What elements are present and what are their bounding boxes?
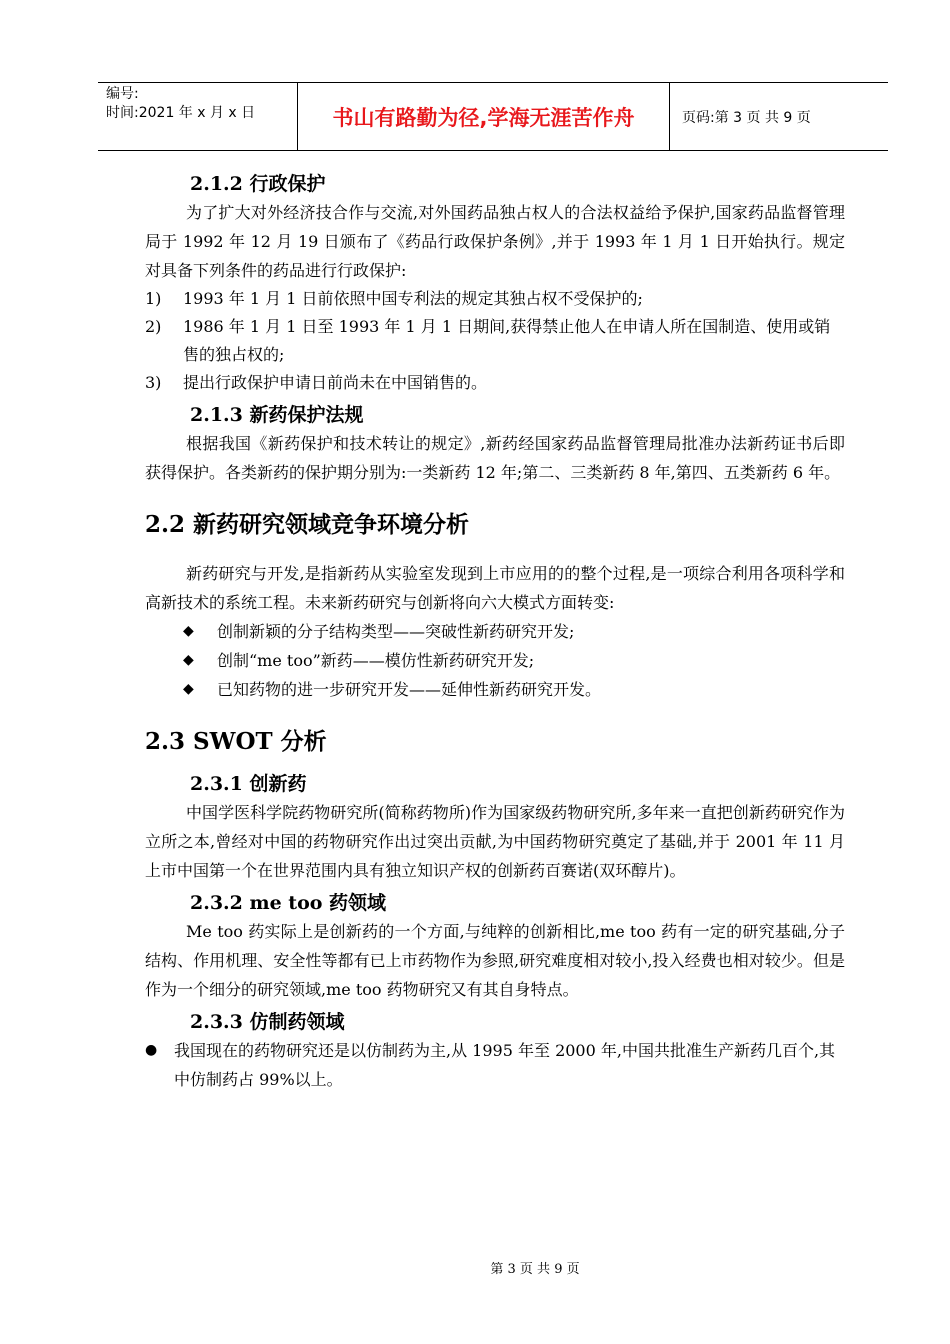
section-2-3-1-paragraph: 中国学医科学院药物研究所(简称药物所)作为国家级药物研究所,多年来一直把创新药研究作为立所之本,曾经对中国的药物研究作出过突出贡献,为中国药物研究奠定了基础,并于 2001 年 11 月上市中国第一个在世界范围内具有独立知识产权的创新药百赛诺(双环醇片)。 [145, 803, 845, 880]
diamond-bullet-icon: ◆ [183, 681, 194, 697]
list-item [145, 675, 845, 704]
page-footer: 第 3 页 共 9 页 [490, 1262, 580, 1277]
dot-bullet-icon: ● [145, 1042, 158, 1058]
diamond-bullet-icon: ◆ [183, 623, 194, 639]
list-item [145, 646, 845, 675]
list-item-text: 我国现在的药物研究还是以仿制药为主,从 1995 年至 2000 年,中国共批准生产新药几百个,其中仿制药占 99%以上。 [174, 1041, 836, 1089]
list-item-text: 创制新颖的分子结构类型——突破性新药研究开发; [217, 622, 575, 641]
section-2-3-2-paragraph: Me too 药实际上是创新药的一个方面,与纯粹的创新相比,me too 药有一定的研究基础,分子结构、作用机理、安全性等都有已上市药物作为参照,研究难度相对较小,投入经费也相对较少。但是作为一个细分的研究领域,me too 药物研究又有其自身特点。 [145, 922, 845, 999]
section-2-2-paragraph: 新药研究与开发,是指新药从实验室发现到上市应用的的整个过程,是一项综合利用各项科学和高新技术的系统工程。未来新药研究与创新将向六大模式方面转变: [145, 564, 845, 612]
header-time-label: 时间:2021 年 x 月 x 日 [106, 105, 256, 121]
list-item [145, 617, 845, 646]
list-item-text: 创制“me too”新药——模仿性新药研究开发; [217, 651, 535, 670]
section-2-1-3-paragraph: 根据我国《新药保护和技术转让的规定》,新药经国家药品监督管理局批准办法新药证书后即获得保护。各类新药的保护期分别为:一类新药 12 年;第二、三类新药 8 年,第四、五类新药 6 年。 [145, 434, 845, 482]
list-item [145, 1036, 845, 1094]
section-2-2-title: 2.2 新药研究领域竞争环境分析 [145, 511, 470, 538]
section-2-3-3-title: 2.3.3 仿制药领域 [190, 1011, 345, 1033]
header-page-info: 页码:第 3 页 共 9 页 [682, 109, 811, 126]
list-item-text: 已知药物的进一步研究开发——延伸性新药研究开发。 [217, 680, 602, 699]
document-body [145, 170, 845, 1094]
item-number: 1) [145, 289, 162, 308]
numbered-item [145, 313, 845, 369]
item-number: 2) [145, 317, 162, 336]
item-text: 1986 年 1 月 1 日至 1993 年 1 月 1 日期间,获得禁止他人在申请人所在国制造、使用或销售的独占权的; [183, 317, 831, 364]
section-2-1-2-title: 2.1.2 行政保护 [190, 173, 326, 195]
section-2-1-3-title: 2.1.3 新药保护法规 [190, 404, 364, 426]
section-2-3-title: 2.3 SWOT 分析 [145, 728, 327, 755]
item-number: 3) [145, 373, 162, 392]
page-header [98, 82, 888, 151]
numbered-item [145, 285, 845, 313]
header-motto: 书山有路勤为径,学海无涯苦作舟 [298, 83, 670, 150]
section-2-1-2-paragraph: 为了扩大对外经济技合作与交流,对外国药品独占权人的合法权益给予保护,国家药品监督管理局于 1992 年 12 月 19 日颁布了《药品行政保护条例》,并于 1993 年 1 月 1 日开始执行。规定对具备下列条件的药品进行行政保护: [145, 203, 845, 280]
numbered-item [145, 369, 845, 397]
header-number-label: 编号: [106, 86, 139, 102]
item-text: 1993 年 1 月 1 日前依照中国专利法的规定其独占权不受保护的; [183, 289, 643, 308]
section-2-3-2-title: 2.3.2 me too 药领域 [190, 892, 387, 914]
section-2-3-1-title: 2.3.1 创新药 [190, 773, 307, 795]
item-text: 提出行政保护申请日前尚未在中国销售的。 [183, 373, 488, 392]
diamond-bullet-icon: ◆ [183, 652, 194, 668]
header-meta [98, 83, 298, 150]
